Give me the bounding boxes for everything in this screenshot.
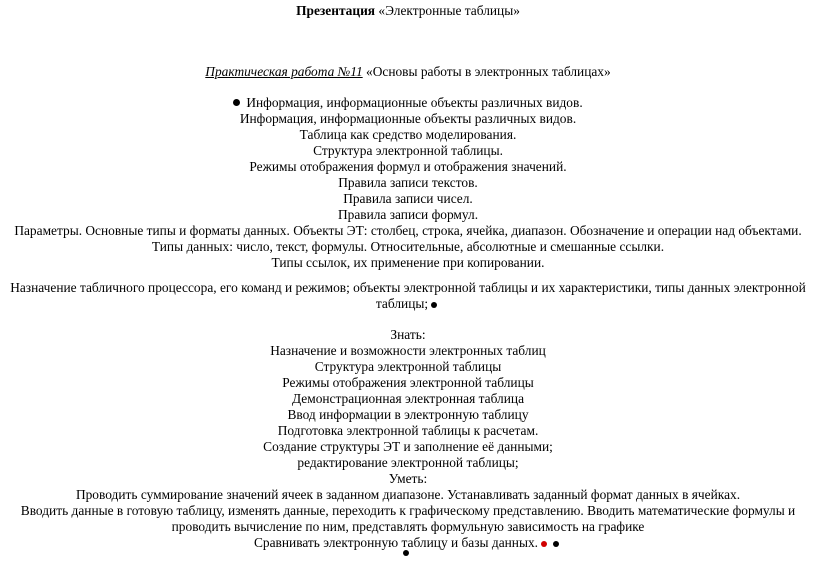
can-item-0: Проводить суммирование значений ячеек в заданном диапазоне. Устанавливать заданный формат данных в ячейках. [75,487,741,502]
title-rest: «Электронные таблицы» [375,3,520,18]
topic-line-7: Правила записи формул. [337,207,479,222]
can-item-1: Вводить данные в готовую таблицу, изменять данные, переходить к графическому представлению. Вводить математические формулы и [20,503,796,518]
know-item-7: редактирование электронной таблицы; [297,455,519,470]
know-item-1: Структура электронной таблицы [314,359,502,374]
can-item-3 [0,535,816,551]
know-item-4: Ввод информации в электронную таблицу [287,407,529,422]
topic-line-4: Режимы отображения формул и отображения значений. [249,159,567,174]
topic-line-0 [0,95,816,111]
bullet-icon [431,302,437,308]
bullet-icon [403,550,409,556]
purpose-line-2 [0,296,816,312]
red-bullet-icon [541,541,547,547]
topic-line-2: Таблица как средство моделирования. [299,127,517,142]
know-heading: Знать: [390,327,426,342]
bullet-icon [233,99,240,106]
bullet-icon [553,541,559,547]
topic-line-5: Правила записи текстов. [338,175,478,190]
practical-work-label: Практическая работа №11 [205,64,363,79]
topic-line-1: Информация, информационные объекты различных видов. [239,111,577,126]
purpose-text: таблицы; [375,296,429,311]
document-title [0,3,816,19]
know-item-0: Назначение и возможности электронных таблиц [270,343,546,358]
topic-line-9: Типы данных: число, текст, формулы. Относительные, абсолютные и смешанные ссылки. [151,239,665,254]
topic-text: Информация, информационные объекты различных видов. [246,95,583,110]
can-item-2: проводить вычисление по ним, представлять формульную зависимость на графике [171,519,645,534]
purpose-line-1: Назначение табличного процессора, его команд и режимов; объекты электронной таблицы и их характеристики, типы данных электронной [10,280,806,295]
topic-line-10: Типы ссылок, их применение при копировании. [271,255,545,270]
topic-line-6: Правила записи чисел. [343,191,473,206]
know-item-6: Создание структуры ЭТ и заполнение её данными; [263,439,553,454]
practical-work-topic: «Основы работы в электронных таблицах» [362,64,611,79]
know-item-2: Режимы отображения электронной таблицы [282,375,534,390]
topic-line-3: Структура электронной таблицы. [313,143,503,158]
know-item-5: Подготовка электронной таблицы к расчетам. [277,423,539,438]
practical-work-line [0,64,816,80]
title-bold: Презентация [296,3,376,18]
topic-line-8: Параметры. Основные типы и форматы данных. Объекты ЭТ: столбец, строка, ячейка, диапазон. Обозначение и операции над объектами. [14,223,802,238]
can-heading: Уметь: [388,471,428,486]
know-item-3: Демонстрационная электронная таблица [291,391,525,406]
can-item-text: Сравнивать электронную таблицу и базы данных. [253,535,539,550]
